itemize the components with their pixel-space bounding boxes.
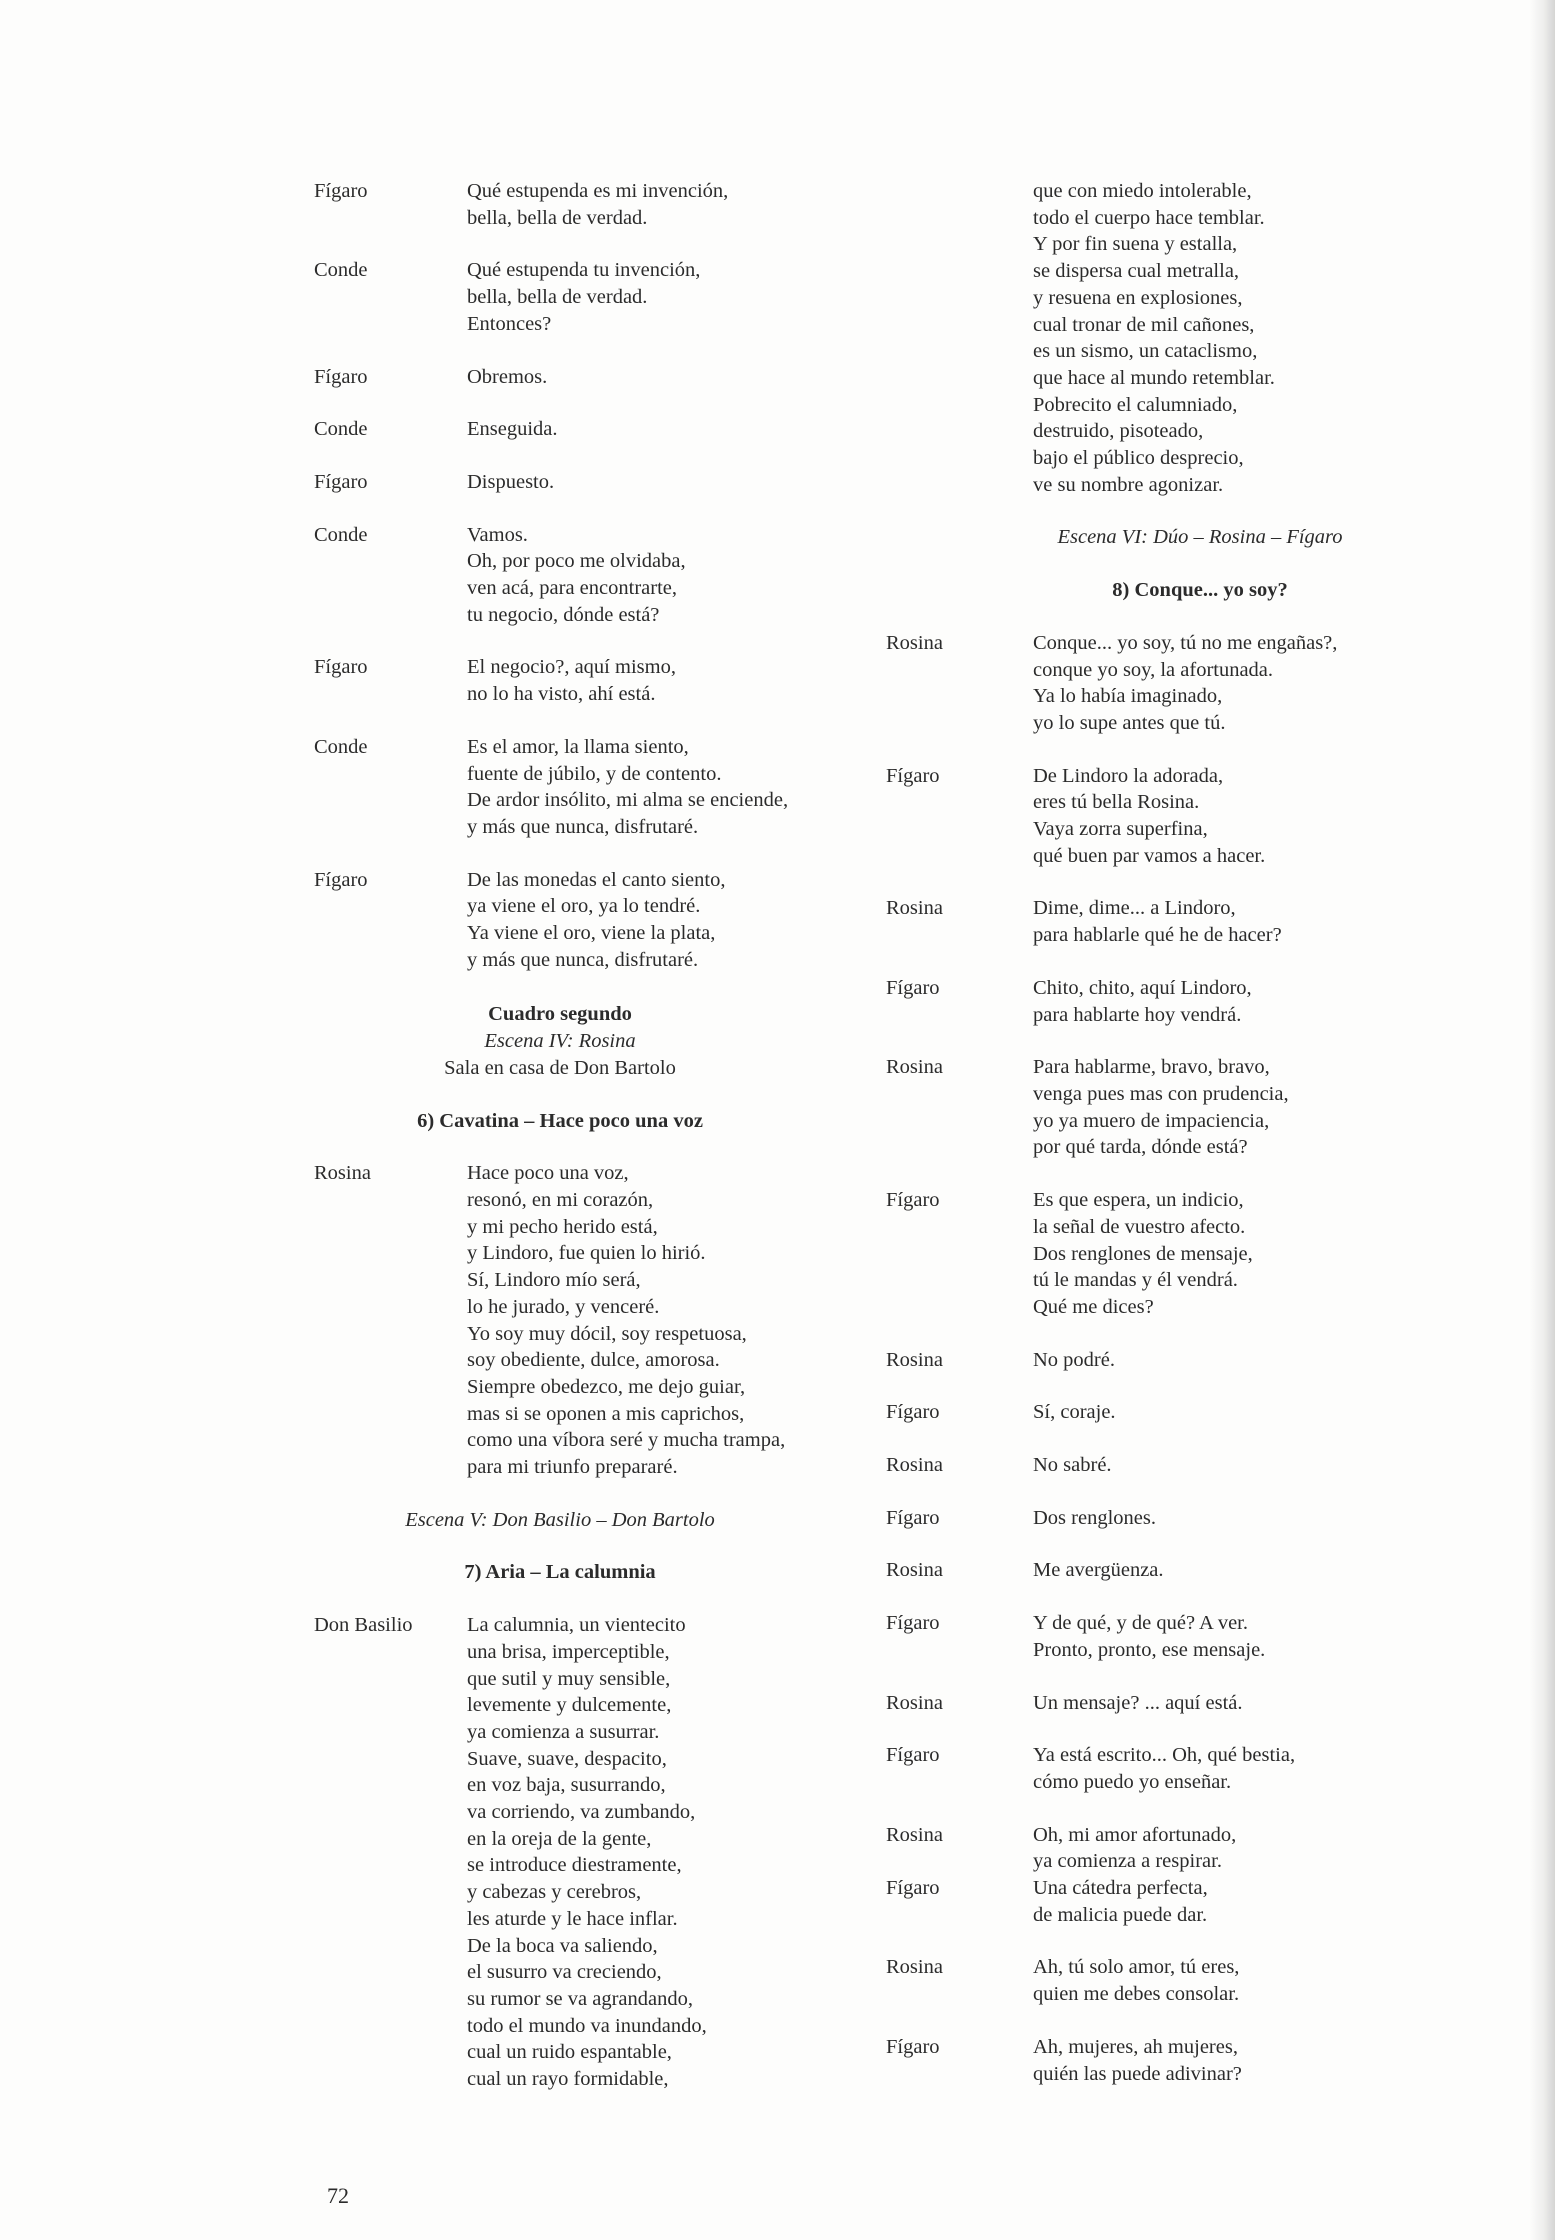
speaker-name: Conde — [314, 523, 368, 546]
dialogue-text: De Lindoro la adorada, eres tú bella Rosina. Vaya zorra superfina, qué buen par vamos a hacer. — [1033, 764, 1266, 867]
dialogue-text: Sí, coraje. — [1033, 1401, 1116, 1424]
speaker-name: Fígaro — [314, 180, 368, 202]
dialogue-block — [880, 1505, 1540, 1532]
speaker-name: Fígaro — [886, 1506, 940, 1529]
dialogue-text: Dime, dime... a Lindoro, para hablarle qué he de hacer? — [1033, 897, 1282, 947]
speaker-name: Fígaro — [886, 2035, 940, 2058]
dialogue-block — [0, 178, 860, 231]
number-title: 6) Cavatina – Hace poco una voz — [417, 1109, 703, 1132]
speaker-name: Conde — [314, 735, 368, 758]
scene-heading: Escena IV: Rosina — [484, 1030, 636, 1053]
speaker-name: Fígaro — [314, 656, 368, 679]
dialogue-block — [0, 1160, 860, 1480]
dialogue-text: Dos renglones. — [1033, 1506, 1156, 1529]
dialogue-text: De las monedas el canto siento, ya viene el oro, ya lo tendré. Ya viene el oro, viene la plata, y más que nunca, disfrutaré. — [467, 868, 726, 971]
dialogue-block — [880, 630, 1540, 737]
dialogue-block — [880, 895, 1540, 948]
speaker-name: Fígaro — [314, 868, 368, 891]
dialogue-text: No podré. — [1033, 1348, 1115, 1371]
dialogue-block — [880, 1557, 1540, 1584]
dialogue-text: Dispuesto. — [467, 470, 555, 493]
speaker-name: Rosina — [886, 1956, 943, 1979]
dialogue-block — [880, 178, 1540, 498]
speaker-name: Don Basilio — [314, 1614, 413, 1637]
dialogue-text: Obremos. — [467, 365, 548, 388]
speaker-name: Fígaro — [314, 365, 368, 388]
dialogue-text: Y de qué, y de qué? A ver. Pronto, pronto, ese mensaje. — [1033, 1612, 1266, 1661]
speaker-name: Fígaro — [886, 1877, 940, 1900]
dialogue-text: La calumnia, un vientecito una brisa, imperceptible, que sutil y muy sensible, levemente y dulcemente, ya comienza a susurrar. Suave, suave, despacito, en voz baja, susurrando, va corriendo, va zumbando, en la oreja de la gente, se introduce diestramente, y cabezas y cerebros, les aturde y le hace inflar. De la boca va saliendo, el susurro va creciendo, su rumor se va agrandando, todo el mundo va inundando, cual un ruido espantable, cual un rayo formidable, — [467, 1614, 707, 2091]
dialogue-text: Un mensaje? ... aquí está. — [1033, 1691, 1243, 1714]
dialogue-text: Me avergüenza. — [1033, 1559, 1164, 1582]
dialogue-text: Conque... yo soy, tú no me engañas?, conque yo soy, la afortunada. Ya lo había imaginado, yo lo supe antes que tú. — [1033, 631, 1338, 734]
dialogue-text: Qué estupenda es mi invención, bella, bella de verdad. — [467, 180, 729, 229]
speaker-name: Fígaro — [314, 470, 368, 493]
dialogue-block — [880, 1054, 1540, 1161]
speaker-name: Fígaro — [886, 1401, 940, 1424]
speaker-name: Rosina — [886, 1823, 943, 1846]
dialogue-block — [880, 1822, 1540, 1875]
dialogue-block — [880, 1742, 1540, 1795]
dialogue-block — [0, 867, 860, 974]
speaker-name: Fígaro — [886, 764, 940, 787]
dialogue-block — [880, 1875, 1540, 1928]
dialogue-text: Ya está escrito... Oh, qué bestia, cómo puedo yo enseñar. — [1033, 1744, 1296, 1793]
speaker-name: Rosina — [314, 1162, 371, 1185]
scene-heading: Escena V: Don Basilio – Don Bartolo — [405, 1508, 715, 1531]
scene-setting: Sala en casa de Don Bartolo — [444, 1056, 676, 1079]
dialogue-block — [880, 2034, 1540, 2087]
speaker-name: Rosina — [886, 1348, 943, 1371]
dialogue-block — [0, 1612, 860, 2093]
dialogue-block — [0, 654, 860, 707]
speaker-name: Rosina — [886, 1559, 943, 1582]
speaker-name: Fígaro — [886, 1612, 940, 1635]
dialogue-block — [0, 522, 860, 629]
number-title: 8) Conque... yo soy? — [1112, 579, 1288, 602]
dialogue-text: Es el amor, la llama siento, fuente de júbilo, y de contento. De ardor insólito, mi alma se enciende, y más que nunca, disfrutaré. — [467, 735, 789, 838]
dialogue-block — [0, 364, 860, 391]
speaker-name: Rosina — [886, 1056, 943, 1079]
dialogue-text: Enseguida. — [467, 418, 558, 441]
speaker-name: Rosina — [886, 631, 943, 654]
speaker-name: Conde — [314, 259, 368, 282]
dialogue-block — [880, 1399, 1540, 1426]
speaker-name: Rosina — [886, 897, 943, 920]
dialogue-text: Para hablarme, bravo, bravo, venga pues mas con prudencia, yo ya muero de impaciencia, por qué tarda, dónde está? — [1033, 1056, 1289, 1159]
speaker-name: Conde — [314, 418, 368, 441]
dialogue-text: No sabré. — [1033, 1454, 1112, 1477]
dialogue-block — [880, 763, 1540, 870]
dialogue-text: que con miedo intolerable, todo el cuerpo hace temblar. Y por fin suena y estalla, se dispersa cual metralla, y resuena en explosiones, cual tronar de mil cañones, es un sismo, un cataclismo, que hace al mundo retemblar. Pobrecito el calumniado, destruido, pisoteado, bajo el público desprecio, ve su nombre agonizar. — [1033, 180, 1275, 496]
dialogue-text: Oh, mi amor afortunado, ya comienza a respirar. — [1033, 1823, 1237, 1873]
dialogue-block — [880, 975, 1540, 1028]
dialogue-text: Ah, mujeres, ah mujeres, quién las puede adivinar? — [1033, 2035, 1242, 2085]
dialogue-block — [880, 1187, 1540, 1321]
left-column — [0, 178, 860, 2093]
dialogue-text: Ah, tú solo amor, tú eres, quien me debes consolar. — [1033, 1956, 1240, 2006]
right-column — [880, 178, 1540, 2087]
speaker-name: Fígaro — [886, 976, 940, 999]
dialogue-block — [0, 734, 860, 841]
speaker-name: Fígaro — [886, 1744, 940, 1767]
number-title: 7) Aria – La calumnia — [464, 1561, 656, 1584]
dialogue-block — [0, 257, 860, 337]
scene-heading: Escena VI: Dúo – Rosina – Fígaro — [1057, 526, 1343, 549]
dialogue-text: El negocio?, aquí mismo, no lo ha visto, ahí está. — [467, 656, 676, 706]
dialogue-text: Qué estupenda tu invención, bella, bella de verdad. Entonces? — [467, 259, 701, 335]
dialogue-block — [880, 1347, 1540, 1374]
dialogue-block — [880, 1610, 1540, 1663]
dialogue-block — [880, 1690, 1540, 1717]
dialogue-text: Es que espera, un indicio, la señal de vuestro afecto. Dos renglones de mensaje, tú le mandas y él vendrá. Qué me dices? — [1033, 1189, 1253, 1318]
speaker-name: Rosina — [886, 1454, 943, 1477]
page-number: 72 — [327, 2183, 349, 2208]
dialogue-text: Vamos. Oh, por poco me olvidaba, ven acá, para encontrarte, tu negocio, dónde está? — [467, 523, 686, 626]
dialogue-block — [0, 416, 860, 443]
speaker-name: Fígaro — [886, 1189, 940, 1212]
dialogue-text: Hace poco una voz, resonó, en mi corazón, y mi pecho herido está, y Lindoro, fue quien lo hirió. Sí, Lindoro mío será, lo he jurado, y venceré. Yo soy muy dócil, soy respetuosa, soy obediente, dulce, amorosa. Siempre obedezco, me dejo guiar, mas si se oponen a mis caprichos, como una víbora seré y mucha trampa, para mi triunfo prepararé. — [467, 1162, 786, 1479]
cuadro-title: Cuadro segundo — [488, 1003, 632, 1026]
dialogue-text: Una cátedra perfecta, de malicia puede dar. — [1033, 1877, 1208, 1926]
dialogue-block — [0, 469, 860, 496]
dialogue-text: Chito, chito, aquí Lindoro, para hablarte hoy vendrá. — [1033, 976, 1252, 1026]
speaker-name: Rosina — [886, 1691, 943, 1714]
dialogue-block — [880, 1954, 1540, 2007]
dialogue-block — [880, 1452, 1540, 1479]
